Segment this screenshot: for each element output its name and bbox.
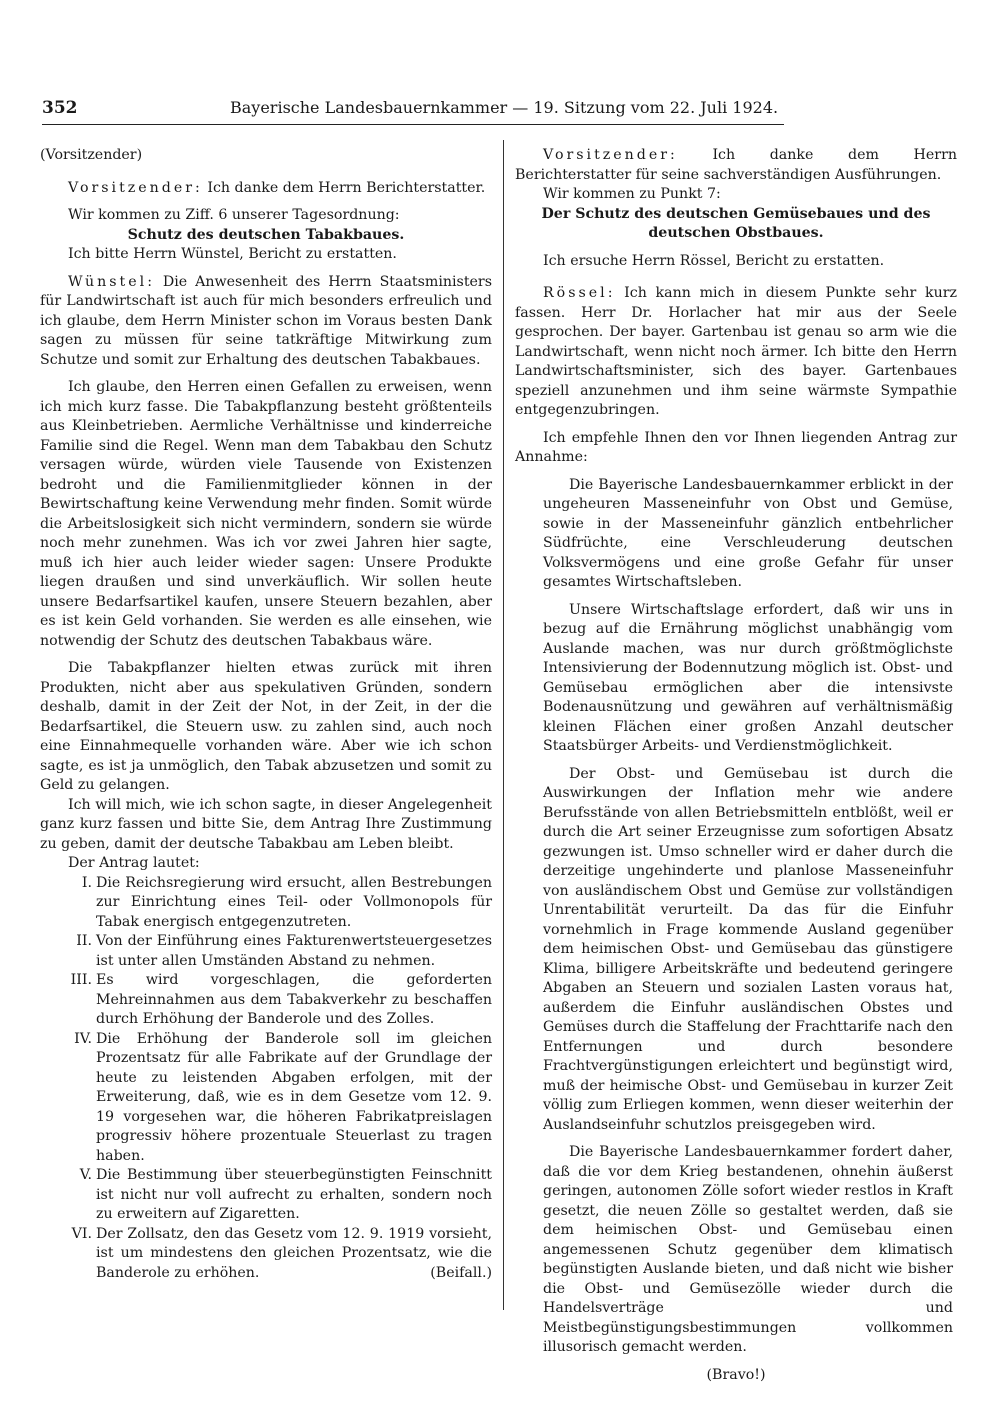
right-column (515, 146, 957, 1385)
chair-remark (515, 146, 957, 185)
motion-item-number: IV. (74, 1030, 92, 1047)
motion-intro: Der Antrag lautet: (68, 855, 200, 871)
motion-item-text: Die Erhöhung der Banderole soll im gleichen Prozentsatz für alle Fabrikate auf der Grundlage der heute zu leistenden Abgaben erfolgen, mit der Erweiterung, daß, wie es in dem Gesetze vom 12. 9. 19 vorgesehen war, die höheren Fabrikatpreislagen progressiv höhere prozentuale Steuerlast zu tragen haben. (96, 1030, 492, 1164)
agenda-intro: Wir kommen zu Ziff. 6 unserer Tagesordnung: (68, 207, 400, 223)
motion-item (40, 874, 492, 933)
speech-paragraph: Ich will mich, wie ich schon sagte, in dieser Angelegenheit ganz kurz fassen und bitte Sie, dem Antrag Ihre Zustimmung zu geben, damit der deutsche Tabakbau am Leben bleibt. (40, 796, 492, 852)
motion-item (40, 932, 492, 971)
chair-remark-text: Ich danke dem Herrn Berichterstatter. (202, 179, 486, 196)
motion-item-text: Der Zollsatz, den das Gesetz vom 12. 9. 1919 vorsieht, ist um mindestens den gleichen Prozentsatz, wie die Banderole zu erhöhen. (96, 1225, 492, 1281)
motion-item-text: Es wird vorgeschlagen, die geforderten Mehreinnahmen aus dem Tabakverkehr zu beschaffen durch Erhöhung der Banderole und des Zolles. (96, 972, 492, 1027)
motion-item (40, 1225, 492, 1284)
motion-item (40, 1030, 492, 1167)
motion-item-number: II. (76, 933, 92, 949)
continued-speaker: (Vorsitzender) (40, 147, 143, 163)
left-column (40, 146, 492, 1283)
motion-text (515, 476, 957, 1358)
section-heading: Schutz des deutschen Tabakbaues. (127, 226, 405, 243)
speaker-name: Vorsitzender: (68, 179, 203, 196)
header-rule (42, 124, 784, 125)
speech-paragraph (515, 284, 957, 421)
speaker-name: Rössel: (543, 285, 616, 301)
report-request: Ich ersuche Herrn Rössel, Bericht zu erstatten. (543, 252, 885, 269)
motion-list (40, 874, 492, 1284)
speech-text: Ich kann mich in diesem Punkte sehr kurz fassen. Herr Dr. Horlacher hat mir aus der Seele gesprochen. Der bayer. Gartenbau ist genau so arm wie die Landwirtschaft, wenn nicht noch ärmer. Ich bitte den Herrn Landwirtschaftsminister, sich des bayer. Gartenbaues speziell anzunehmen und ihm seine wärmste Sympathie entgegenzubringen. (515, 285, 957, 418)
motion-item-text: Von der Einführung eines Fakturenwertsteuergesetzes ist unter allen Umständen Abstand zu nehmen. (96, 933, 492, 969)
motion-paragraph: Die Bayerische Landesbauernkammer fordert daher, daß die vor dem Krieg bestandenen, ohnehin äußerst geringen, autonomen Zölle sofort wieder restlos in Kraft gesetzt, die neuen Zölle so gestaltet werden, daß sie dem heimischen Obst- und Gemüsebau einen angemessenen Schutz gegenüber dem klimatisch begünstigten Auslande bieten, und daß nicht wie bisher die Obst- und Gemüsezölle wieder durch die Handelsverträge und Meistbegünstigungsbestimmungen vollkommen illusorisch gemacht werden. (543, 1144, 953, 1355)
motion-item-text: Die Bestimmung über steuerbegünstigten Feinschnitt ist nicht nur voll aufrecht zu erhalten, sondern noch zu erweitern auf Zigaretten. (96, 1167, 492, 1222)
running-title: Bayerische Landesbauernkammer — 19. Sitzung vom 22. Juli 1924. (230, 98, 779, 117)
page-number: 352 (42, 98, 78, 118)
speaker-name: Vorsitzender: (543, 147, 678, 163)
motion-item-text: Die Reichsregierung wird ersucht, allen Bestrebungen zur Einrichtung eines Teil- oder Vollmonopols für Tabak energisch entgegenzutreten. (96, 874, 492, 930)
applause-note: (Beifall.) (430, 1264, 492, 1281)
agenda-intro: Wir kommen zu Punkt 7: (543, 186, 721, 202)
motion-paragraph: Der Obst- und Gemüsebau ist durch die Auswirkungen der Inflation mehr wie andere Berufsstände von allen Betriebsmitteln entblößt, weil er durch die Art seiner Erzeugnisse zum sofortigen Absatz gezwungen ist. Umso schneller wird er daher durch die derzeitige ungehinderte und planlose Masseneinfuhr von ausländischem Obst und Gemüse zur vollständigen Unrentabilität verurteilt. Da das für die Einfuhr vornehmlich in Frage kommende Ausland gegenüber dem heimischen Obst- und Gemüsebau das günstigere Klima, billigere Arbeitskräfte und bedeutend geringere Abgaben an Steuern und sozialen Lasten voraus hat, außerdem die Einfuhr ausländischen Obstes und Gemüses durch die Staffelung der Frachttarife nach den Entfernungen und durch besondere Frachtvergünstigungen erleichtert und begünstigt wird, muß der heimische Obst- und Gemüsebau in kurzer Zeit völlig zum Erliegen kommen, wenn dieser weiterhin der Auslandseinfuhr schutzlos preisgegeben wird. (543, 765, 953, 1133)
speech-paragraph: Die Tabakpflanzer hielten etwas zurück mit ihren Produkten, nicht aber aus spekulativen Gründen, sondern deshalb, damit in der Zeit der Not, in der Zeit, in der die Bedarfsartikel, die Steuern usw. zu zahlen sind, auch noch eine Einnahmequelle vorhanden wäre. Aber wie ich schon sagte, es ist ja unmöglich, den Tabak abzusetzen und somit zu Geld zu gelangen. (40, 660, 492, 793)
page-header (42, 98, 782, 122)
motion-item-number: III. (70, 972, 92, 988)
motion-paragraph: Die Bayerische Landesbauernkammer erblickt in der ungeheuren Masseneinfuhr von Obst und Gemüse, sowie in der Masseneinfuhr gänzlich entbehrlicher Südfrüchte, eine Verschleuderung deutschen Volksvermögens und eine große Gefahr für unser gesamtes Wirtschaftsleben. (543, 476, 953, 590)
column-divider (503, 140, 504, 1310)
speech-text: Die Anwesenheit des Herrn Staatsministers für Landwirtschaft ist auch für mich besonders erfreulich und ich glaube, dem Herrn Minister schon im Voraus besten Dank sagen zu müssen für seine tatkräftige Mitwirkung zum Schutze und somit zur Erhaltung des deutschen Tabakbaues. (40, 273, 492, 368)
bravo-note: (Bravo!) (706, 1366, 766, 1383)
motion-item (40, 1166, 492, 1225)
speech-paragraph: Ich glaube, den Herren einen Gefallen zu erweisen, wenn ich mich kurz fasse. Die Tabakpflanzung besteht größtenteils aus Kleinbetrieben. Aermliche Verhältnisse und kinderreiche Familie sind die Regel. Wenn man dem Tabakbau den Schutz versagen würde, würden viele Tausende von Existenzen bedroht und die Familienmitglieder können in der Bewirtschaftung keine Verwendung mehr finden. Somit würde die Arbeitslosigkeit sich nicht vermindern, sondern sie würde noch mehr zunehmen. Was ich vor zwei Jahren hier sagte, muß ich hier auch leider wieder sagen: Unsere Produkte liegen draußen und sind unverkäuflich. Wir sollen heute unsere Bedarfsartikel kaufen, unsere Steuern bezahlen, aber es ist kein Geld vorhanden. Sie werden es alle einsehen, wie notwendig der Schutz des deutschen Tabakbaus wäre. (40, 379, 492, 649)
motion-item-number: VI. (71, 1225, 92, 1242)
speaker-name: Wünstel: (68, 273, 155, 290)
chair-remark-text: Ich danke dem Herrn Berichterstatter für seine sachverständigen Ausführungen. (515, 147, 957, 183)
motion-item-number: I. (81, 874, 92, 891)
motion-item (40, 971, 492, 1030)
section-heading: Der Schutz des deutschen Gemüsebaues und des deutschen Obstbaues. (541, 205, 931, 241)
report-request: Ich bitte Herrn Wünstel, Bericht zu erstatten. (68, 246, 397, 262)
motion-paragraph: Unsere Wirtschaftslage erfordert, daß wir uns in bezug auf die Ernährung möglichst unabhängig vom Auslande machen, was nur durch größtmöglichste Intensivierung der Bodennutzung möglich ist. Obst- und Gemüsebau ermöglichen aber die intensivste Bodenausnützung und gewähren auf verhältnismäßig kleinen Flächen einer großen Anzahl deutscher Staatsbürger Arbeits- und Verdienstmöglichkeit. (543, 601, 953, 754)
chair-remark (40, 179, 492, 199)
speech-paragraph (40, 273, 492, 371)
speech-paragraph: Ich empfehle Ihnen den vor Ihnen liegenden Antrag zur Annahme: (515, 429, 957, 465)
motion-item-number: V. (79, 1167, 92, 1183)
